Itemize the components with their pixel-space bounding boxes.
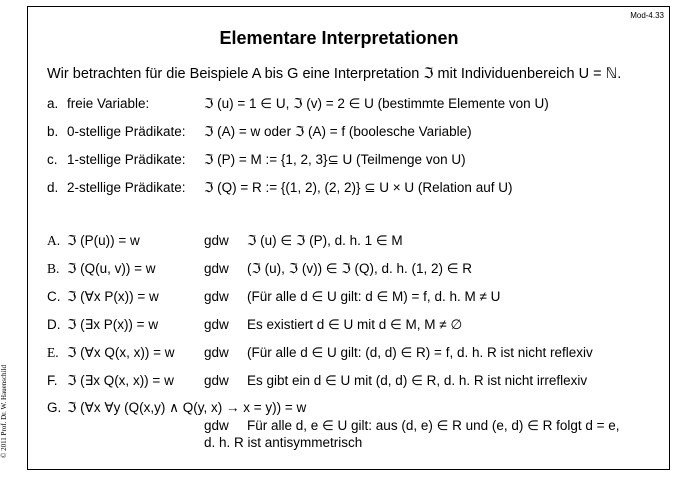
example-label: D. [47,317,61,332]
example-meaning: d. h. R ist antisymmetrisch [204,435,363,450]
example-meaning: Für alle d, e ∈ U gilt: aus (d, e) ∈ R und (e, d) ∈ R folgt d = e, [247,418,620,433]
definition-label: b. [47,124,59,139]
gdw-keyword: gdw [204,233,229,248]
definition-expression: ℑ (Q) = R := {(1, 2), (2, 2)} ⊆ U × U (Relation auf U) [204,180,513,195]
definition-name: 2-stellige Prädikate: [67,180,186,195]
example-meaning: (ℑ (u), ℑ (v)) ∈ ℑ (Q), d. h. (1, 2) ∈ R [247,261,473,276]
example-formula: ℑ (∀x Q(x, x)) = w [67,345,175,360]
definition-name: freie Variable: [67,96,150,111]
example-meaning: Es gibt ein d ∈ U mit (d, d) ∈ R, d. h. R ist nicht irreflexiv [247,373,588,388]
example-label: E. [47,345,59,360]
example-formula: ℑ (∀x ∀y (Q(x,y) ∧ Q(y, x) → x = y)) = w [67,400,307,415]
intro-text: Wir betrachten für die Beispiele A bis G eine Interpretation ℑ mit Individuenbereich U = ℕ. [47,66,622,82]
gdw-keyword: gdw [204,418,229,433]
gdw-keyword: gdw [204,373,229,388]
example-label: G. [47,400,62,415]
page-title: Elementare Interpretationen [219,28,459,48]
gdw-keyword: gdw [204,261,229,276]
definition-label: d. [47,180,59,195]
example-formula: ℑ (P(u)) = w [67,233,140,248]
example-label: B. [47,261,60,276]
example-formula: ℑ (Q(u, v)) = w [67,261,156,276]
example-meaning: ℑ (u) ∈ ℑ (P), d. h. 1 ∈ M [247,233,403,248]
definition-name: 1-stellige Prädikate: [67,152,186,167]
gdw-keyword: gdw [204,317,229,332]
slide-id: Mod-4.33 [630,11,664,20]
example-label: C. [47,289,61,304]
definition-expression: ℑ (u) = 1 ∈ U, ℑ (v) = 2 ∈ U (bestimmte Elemente von U) [204,96,549,111]
example-meaning: (Für alle d ∈ U gilt: d ∈ M) = f, d. h. M ≠ U [247,289,501,304]
copyright-notice: © 2011 Prof. Dr. W. Hauenschild [0,365,8,458]
example-formula: ℑ (∀x P(x)) = w [67,289,159,304]
example-formula: ℑ (∃x Q(x, x)) = w [67,373,174,388]
example-meaning: Es existiert d ∈ U mit d ∈ M, M ≠ ∅ [247,317,463,332]
example-formula: ℑ (∃x P(x)) = w [67,317,159,332]
gdw-keyword: gdw [204,345,229,360]
gdw-keyword: gdw [204,289,229,304]
definition-label: a. [47,96,59,111]
definition-expression: ℑ (P) = M := {1, 2, 3}⊆ U (Teilmenge von U) [204,152,466,167]
definition-name: 0-stellige Prädikate: [67,124,186,139]
definition-expression: ℑ (A) = w oder ℑ (A) = f (boolesche Variable) [204,124,472,139]
definition-label: c. [47,152,58,167]
example-label: A. [47,233,61,248]
example-meaning: (Für alle d ∈ U gilt: (d, d) ∈ R) = f, d. h. R ist nicht reflexiv [247,345,593,360]
example-label: F. [47,373,58,388]
